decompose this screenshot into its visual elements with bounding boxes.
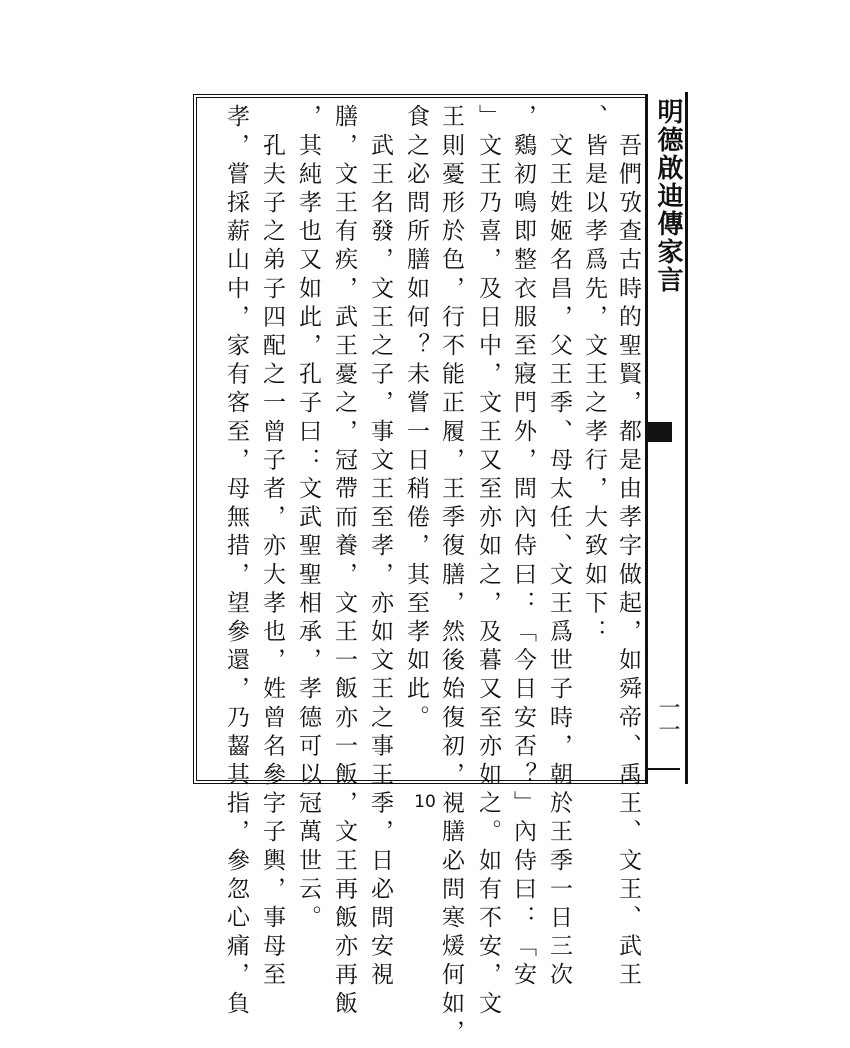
text-column: ，鷄初鳴即整衣服至寢門外，問內侍曰：「今日安否？」內侍曰：「安 (510, 104, 536, 991)
text-column: 食之必問所膳如何？未嘗一日稍倦，其至孝如此。 (403, 104, 429, 734)
text-column: ，其純孝也又如此，孔子曰：文武聖聖相承，孝德可以冠萬世云。 (295, 104, 321, 934)
running-title: 明德啟迪傳家言 (653, 98, 683, 294)
text-column: 武王名發，文王之子，事文王至孝，亦如文王之事王季，日必問安視 (367, 104, 393, 991)
side-page-number: 一一 (655, 696, 680, 740)
text-column: 膳，文王有疾，武王憂之，冠帶而養，文王一飯亦一飯，文王再飯亦再飯 (331, 104, 357, 1020)
text-column: 孔夫子之弟子四配之一曾子者，亦大孝也，姓曾名參字子輿，事母至 (259, 104, 285, 991)
margin-band (648, 92, 688, 784)
text-column: 文王姓姬名昌，父王季、母太任、文王爲世子時，朝於王季一日三次 (546, 104, 572, 991)
text-column: 」文王乃喜，及日中，文王又至亦如之，及暮又至亦如之。如有不安，文 (475, 104, 501, 1020)
text-column: 孝，嘗採薪山中，家有客至，母無措，望參還，乃齧其指，參忽心痛，負 (223, 104, 249, 1020)
text-column: 、皆是以孝爲先，文王之孝行，大致如下： (581, 104, 607, 648)
text-column: 王則憂形於色，行不能正履，王季復膳，然後始復初，視膳必問寒煖何如， (438, 104, 464, 1048)
fishtail-marker (648, 422, 672, 442)
text-column: 吾們攷查古時的聖賢，都是由孝字做起，如舜帝、禹王、文王、武王 (615, 104, 641, 991)
margin-tick (648, 768, 680, 770)
page-number: 10 (414, 792, 436, 812)
band-rule (685, 92, 688, 784)
